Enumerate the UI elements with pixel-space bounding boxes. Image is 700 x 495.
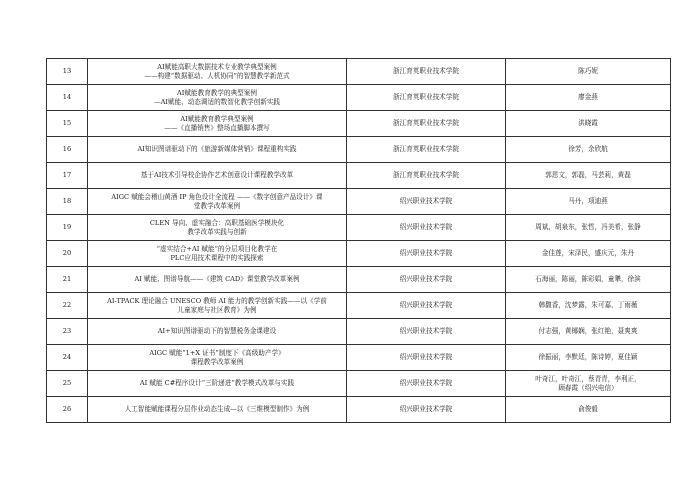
school-cell: 绍兴职业技术学院 bbox=[347, 345, 506, 371]
case-title-cell bbox=[88, 189, 347, 215]
author-line: 顾春霞（绍兴电信） bbox=[558, 383, 618, 392]
case-title-line: AI 赋能 C#程序设计“三阶递进”教学模式改革与实践 bbox=[139, 379, 295, 387]
case-title-cell bbox=[88, 215, 347, 241]
case-title-line: —AI赋能、动态调适的数智化教学创新实践 bbox=[153, 97, 281, 106]
authors-cell bbox=[506, 397, 671, 423]
table-row bbox=[47, 345, 671, 371]
school-cell: 绍兴职业技术学院 bbox=[347, 371, 506, 397]
case-title-line: ——《直播销售》整场直播脚本撰写 bbox=[164, 123, 270, 132]
school-cell: 绍兴职业技术学院 bbox=[347, 215, 506, 241]
author-line: 石海丽，陈丽，陈彩娟，童犟，徐滨 bbox=[535, 275, 641, 283]
case-title-line: AI赋能教育教学典型案例 bbox=[180, 114, 254, 123]
author-line: 徐芳，余欣航 bbox=[568, 145, 608, 153]
case-title-cell bbox=[88, 319, 347, 345]
row-number-cell: 24 bbox=[47, 345, 88, 371]
row-number-cell: 19 bbox=[47, 215, 88, 241]
row-number-cell: 23 bbox=[47, 319, 88, 345]
case-title-line: AI-TPACK 理论融合 UNESCO 教师 AI 能力的教学创新实践——以《学前 bbox=[107, 296, 327, 305]
case-title-cell bbox=[88, 59, 347, 85]
row-number-cell: 22 bbox=[47, 293, 88, 319]
authors-cell bbox=[506, 345, 671, 371]
school-cell: 绍兴职业技术学院 bbox=[347, 319, 506, 345]
case-title-line: PLC应用技术课程中的实践探索 bbox=[170, 253, 264, 262]
case-title-line: “虚实结合+AI 赋能”的分层项目化教学在 bbox=[156, 244, 278, 253]
case-title-line: CLEN 导向、虚实融合：高职基础医学模块化 bbox=[149, 218, 285, 227]
case-title-cell bbox=[88, 371, 347, 397]
school-cell: 浙江育英职业技术学院 bbox=[347, 111, 506, 137]
authors-cell bbox=[506, 371, 671, 397]
school-cell: 绍兴职业技术学院 bbox=[347, 189, 506, 215]
authors-cell bbox=[506, 215, 671, 241]
author-line: 郭恩文，郭磊，马芸莉，黄磊 bbox=[545, 171, 631, 179]
school-cell: 浙江育英职业技术学院 bbox=[347, 137, 506, 163]
case-title-line: 教学改革实践与创新 bbox=[187, 227, 247, 236]
authors-cell bbox=[506, 241, 671, 267]
row-number-cell: 13 bbox=[47, 59, 88, 85]
case-title-cell bbox=[88, 137, 347, 163]
school-cell: 浙江育英职业技术学院 bbox=[347, 59, 506, 85]
row-number-cell: 26 bbox=[47, 397, 88, 423]
authors-cell bbox=[506, 59, 671, 85]
table-row bbox=[47, 319, 671, 345]
case-title-line: 堂教学改革案例 bbox=[193, 201, 241, 210]
authors-cell bbox=[506, 293, 671, 319]
case-title-line: AIGC 赋能“1+X 证书”制度下《高级助产学》 bbox=[149, 348, 285, 357]
case-list-table bbox=[46, 58, 671, 423]
case-title-line: AI知识图谱驱动下的《旅游新媒体营销》课程重构实践 bbox=[137, 145, 297, 153]
authors-cell bbox=[506, 111, 671, 137]
author-line: 洪晓霞 bbox=[578, 119, 598, 127]
school-cell: 绍兴职业技术学院 bbox=[347, 267, 506, 293]
author-line: 俞俊毅 bbox=[578, 405, 598, 413]
table-row bbox=[47, 241, 671, 267]
authors-cell bbox=[506, 189, 671, 215]
table-row bbox=[47, 267, 671, 293]
table-body bbox=[47, 59, 671, 423]
case-title-cell bbox=[88, 267, 347, 293]
table-row bbox=[47, 293, 671, 319]
author-line: 陈巧妮 bbox=[578, 67, 598, 75]
case-title-line: AI赋能教育教学的典型案例 bbox=[177, 88, 257, 97]
case-title-line: 基于AI技术引导校企协作艺术创意设计课程教学改革 bbox=[140, 171, 294, 179]
author-line: 徐振丽，李默廷，陈诗婷，夏佳颖 bbox=[538, 353, 638, 361]
case-title-cell bbox=[88, 345, 347, 371]
case-title-line: AI 赋能、图谱导航——《建筑 CAD》课堂教学改革案例 bbox=[134, 275, 300, 283]
author-line: 叶奇江，叶奇江，蔡青青，李利正， bbox=[535, 374, 641, 383]
case-title-cell bbox=[88, 241, 347, 267]
school-cell: 绍兴职业技术学院 bbox=[347, 241, 506, 267]
table-row bbox=[47, 85, 671, 111]
row-number-cell: 21 bbox=[47, 267, 88, 293]
row-number-cell: 17 bbox=[47, 163, 88, 189]
table-row bbox=[47, 163, 671, 189]
case-title-line: AIGC 赋能会稽山黄酒 IP 角色设计全流程 ——《数字创意产品设计》课 bbox=[111, 192, 323, 201]
school-cell: 绍兴职业技术学院 bbox=[347, 293, 506, 319]
author-line: 金佳莲，宋泽民，盛庆元，朱丹 bbox=[541, 249, 635, 257]
table-row bbox=[47, 59, 671, 85]
case-title-line: ——构建“数据驱动、人机协同”的智慧教学新范式 bbox=[144, 71, 290, 80]
school-cell: 浙江育英职业技术学院 bbox=[347, 163, 506, 189]
row-number-cell: 18 bbox=[47, 189, 88, 215]
authors-cell bbox=[506, 319, 671, 345]
row-number-cell: 25 bbox=[47, 371, 88, 397]
authors-cell bbox=[506, 267, 671, 293]
table-row bbox=[47, 215, 671, 241]
case-title-line: 课程教学改革案例 bbox=[190, 357, 244, 366]
row-number-cell: 16 bbox=[47, 137, 88, 163]
school-cell: 绍兴职业技术学院 bbox=[347, 397, 506, 423]
table-row bbox=[47, 397, 671, 423]
row-number-cell: 20 bbox=[47, 241, 88, 267]
row-number-cell: 14 bbox=[47, 85, 88, 111]
case-title-cell bbox=[88, 293, 347, 319]
author-line: 韩馥香，沈梦露，朱可嘉，丁雨薇 bbox=[538, 301, 638, 309]
case-title-cell bbox=[88, 111, 347, 137]
author-line: 付志强，黄椰娴，张红艳，聂爽爽 bbox=[538, 327, 638, 335]
case-title-line: AI赋能高职大数据技术专业教学典型案例 bbox=[157, 62, 277, 71]
authors-cell bbox=[506, 163, 671, 189]
author-line: 廖金燕 bbox=[578, 93, 598, 101]
table-row bbox=[47, 371, 671, 397]
author-line: 周斌，胡泉东，张哲，冯美希，张静 bbox=[535, 223, 641, 231]
case-title-line: 人工智能赋能课程分层作业动态生成—以《三维模型制作》为例 bbox=[124, 405, 310, 413]
row-number-cell: 15 bbox=[47, 111, 88, 137]
case-title-cell bbox=[88, 163, 347, 189]
authors-cell bbox=[506, 85, 671, 111]
author-line: 马丹，项迪燕 bbox=[568, 197, 608, 205]
authors-cell bbox=[506, 137, 671, 163]
school-cell: 浙江育英职业技术学院 bbox=[347, 85, 506, 111]
table-row bbox=[47, 137, 671, 163]
case-title-line: 儿童家庭与社区教育》为例 bbox=[177, 305, 257, 314]
case-title-cell bbox=[88, 397, 347, 423]
table-row bbox=[47, 189, 671, 215]
case-title-line: AI+知识图谱驱动下的智慧税务金课建设 bbox=[157, 327, 277, 335]
case-title-cell bbox=[88, 85, 347, 111]
table-row bbox=[47, 111, 671, 137]
